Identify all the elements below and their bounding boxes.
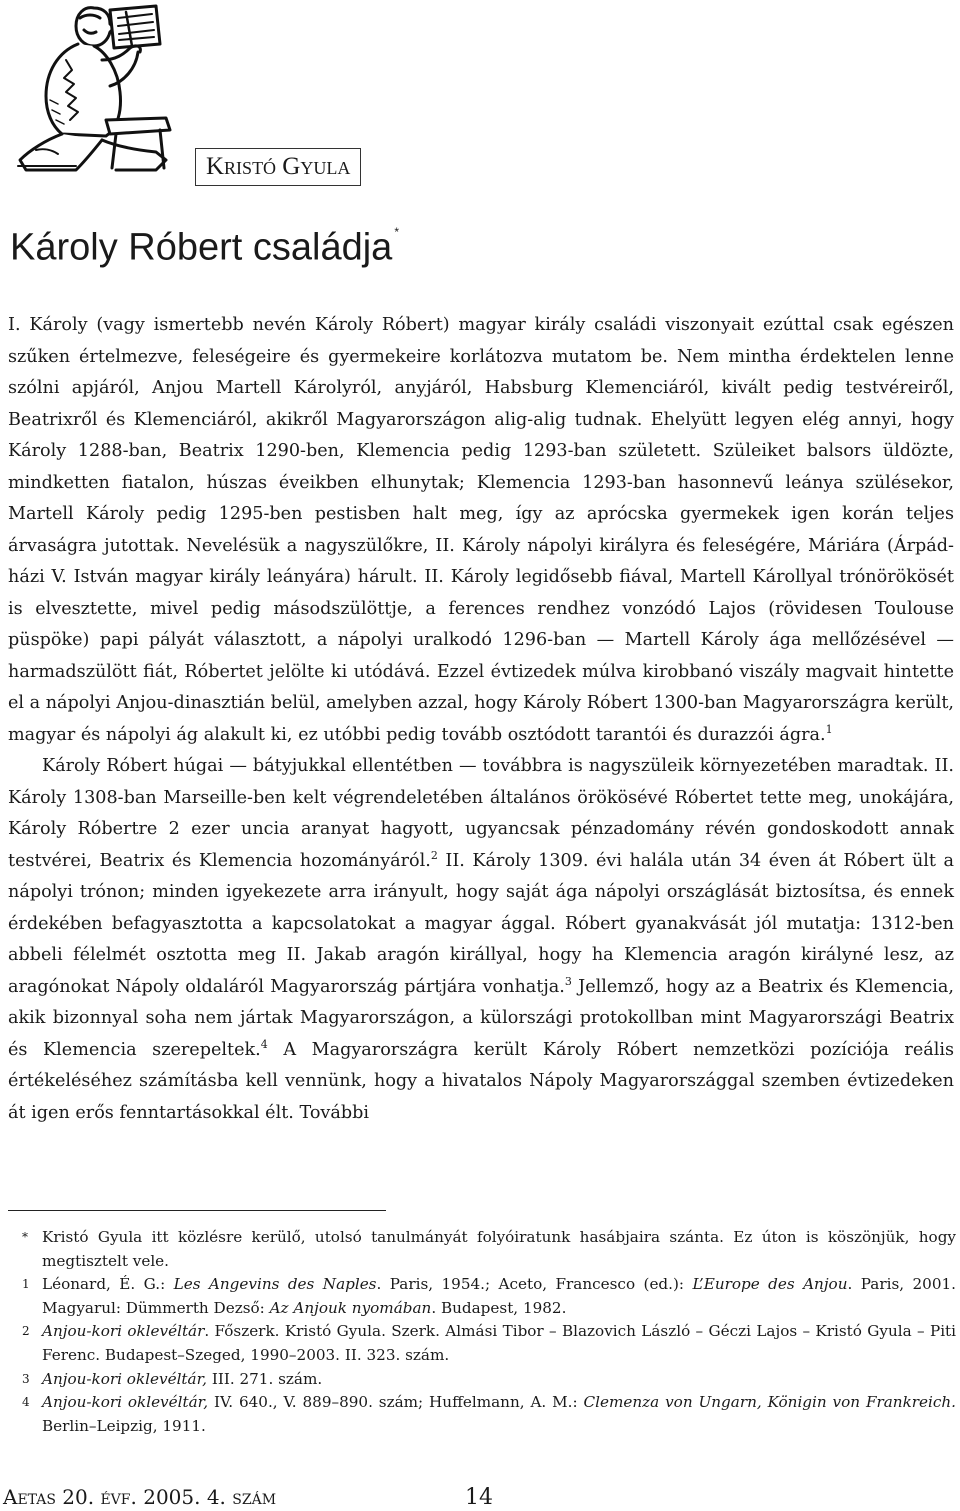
p2-text-4: A Magyarországra került Károly Róbert nemzetközi pozíciója reális értékeléséhez számításba kell vennünk, hogy a hivatalos Nápoly Magyarországgal szemben évtizedeken át igen erős fenntartásokkal élt. További [8, 1039, 955, 1123]
footnote-text: IV. 640., V. 889–890. szám; Huffelmann, A. M.: [208, 1393, 584, 1412]
footnote-star [8, 1226, 956, 1273]
p2-text-3: Jellemző, hogy az a Beatrix és Klemencia, akik bizonnyal soha nem jártak Magyarországon, a külországi protokollban mint Magyarországi Beatrix és Klemencia szerepeltek. [8, 976, 954, 1060]
footnote-italic: Az Anjouk nyomában [269, 1298, 432, 1317]
footnote-2 [8, 1320, 956, 1367]
footnote-italic: L’Europe des Anjou [692, 1275, 848, 1294]
footnote-4 [8, 1391, 956, 1438]
footnote-mark: 3 [22, 1371, 30, 1386]
footnote-text: . Főszerk. Kristó Gyula. Szerk. Almási Tibor – Blazovich László – Géczi Lajos – Kristó Gyula – Piti Ferenc. Budapest–Szeged, 1990–2003. II. 323. szám. [42, 1322, 957, 1364]
footnote-text: . Paris, 1954.; Aceto, Francesco (ed.): [376, 1275, 693, 1294]
footnote-text: III. 271. szám. [207, 1369, 323, 1388]
footnote-ref-1[interactable]: 1 [825, 722, 833, 736]
article-title [10, 218, 399, 272]
p2-text-2: II. Károly 1309. évi halála után 34 éven át Róbert ült a nápolyi trónon; minden igyekezete arra irányult, hogy saját ága nápolyi országlását biztosítsa, és ennek érdekében befagyasztotta a kapcsolatokat a magyar ággal. Róbert gyanakvását jól mutatja: 1312-ben abbeli félelmét osztotta meg II. Jakab aragón királlyal, hogy ha Klemencia aragón királyné lesz, az aragónokat Nápoly oldaláról Magyarország pártjára vonhatja. [8, 850, 954, 997]
article-body [8, 310, 954, 1129]
footnote-text: . Budapest, 1982. [431, 1298, 567, 1317]
footnote-mark: 2 [22, 1324, 30, 1339]
page-footer [3, 1484, 953, 1511]
footnote-mark: * [22, 1230, 28, 1244]
footnote-3 [8, 1368, 956, 1392]
footnote-1 [8, 1273, 956, 1320]
footnote-ref-4[interactable]: 4 [260, 1037, 268, 1051]
author-name: Kristó Gyula [195, 148, 361, 186]
footnote-text: Berlin–Leipzig, 1911. [42, 1416, 206, 1435]
article-title-text: Károly Róbert családja [10, 226, 393, 269]
footnote-mark: 1 [22, 1277, 30, 1292]
paragraph-1 [8, 310, 954, 751]
footnote-mark: 4 [22, 1395, 30, 1410]
footnotes [8, 1226, 956, 1438]
journal-citation: Aetas 20. évf. 2005. 4. szám [3, 1485, 277, 1509]
footnote-italic: Anjou-kori oklevéltár, [42, 1393, 209, 1412]
footnote-ref-2[interactable]: 2 [430, 848, 438, 862]
title-footnote-mark: * [394, 225, 399, 239]
footnote-text: Kristó Gyula itt közlésre kerülő, utolsó tanulmányát folyóiratunk hasábjaira szánta. Ez úton is köszönjük, hogy megtisztelt vele. [42, 1228, 956, 1270]
footnote-italic: Clemenza von Ungarn, Königin von Frankreich. [583, 1393, 957, 1412]
reading-man-logo-icon [6, 0, 196, 176]
footnote-ref-3[interactable]: 3 [564, 974, 572, 988]
footnote-italic: Les Angevins des Naples [173, 1275, 377, 1294]
footnote-italic: Anjou-kori oklevéltár [42, 1322, 205, 1341]
footnote-italic: Anjou-kori oklevéltár, [42, 1369, 207, 1388]
footnote-divider [8, 1210, 386, 1211]
p1-text-1: I. Károly (vagy ismertebb nevén Károly Róbert) magyar király családi viszonyait ezúttal csak egészen szűken értelmezve, feleségeire és gyermekeire korlátozva mutatom be. Nem mintha érdektelen lenne szólni apjáról, Anjou Martell Károlyról, anyjáról, Habsburg Klemenciáról, kivált pedig testvéreiről, Beatrixről és Klemenciáról, akikről Magyarországon alig-alig tudnak. Ehelyütt legyen elég annyi, hogy Károly 1288-ban, Beatrix 1290-ben, Klemencia pedig 1293-ban született. Szüleiket balsors üldözte, mindketten fiatalon, húszas éveikben elhunytak; Klemencia 1293-ban hasonnevű leánya szülésekor, Martell Károly pedig 1295-ben pestisben halt meg, így az aprócska gyermekek igen korán teljes árvaságra jutottak. Nevelésük a nagyszülőkre, II. Károly nápolyi királyra és feleségére, Máriára (Árpád-házi V. István magyar király leányára) hárult. II. Károly legidősebb fiával, Martell Károllyal trónörökösét is elvesztette, mivel pedig másodszülöttje, a ferences rendhez vonzódó Lajos (rövidesen Toulouse püspöke) papi pályát választott, a nápolyi uralkodó 1296-ban — Martell Károly ága mellőzésével — harmadszülött fiát, Róbertet jelölte ki utódává. Ezzel évtizedek múlva kirobbanó viszály magvait hintette el a nápolyi Anjou-dinasztián belül, amelyben azzal, hogy Károly Róbert 1300-ban Magyarországra került, magyar és nápolyi ág alakult ki, ez utóbbi pedig tovább osztódott tarantói és durazzói ágra. [8, 315, 954, 745]
footnote-text: Léonard, É. G.: [42, 1275, 174, 1294]
paragraph-2 [8, 751, 954, 1129]
footnote-text: . Paris, 2001. Magyarul: Dümmerth Dezső: [42, 1275, 956, 1317]
p2-text-1: Károly Róbert húgai — bátyjukkal ellentétben — továbbra is nagyszüleik környezetében maradtak. II. Károly 1308-ban Marseille-ben kelt végrendeletében általános örökösévé Róbertet tette meg, unokájára, Károly Róbertre 2 ezer uncia aranyat hagyott, ugyancsak pénzadomány révén gondoskodott annak testvérei, Beatrix és Klemencia hozományáról. [8, 756, 954, 871]
page-number: 14 [465, 1485, 493, 1510]
